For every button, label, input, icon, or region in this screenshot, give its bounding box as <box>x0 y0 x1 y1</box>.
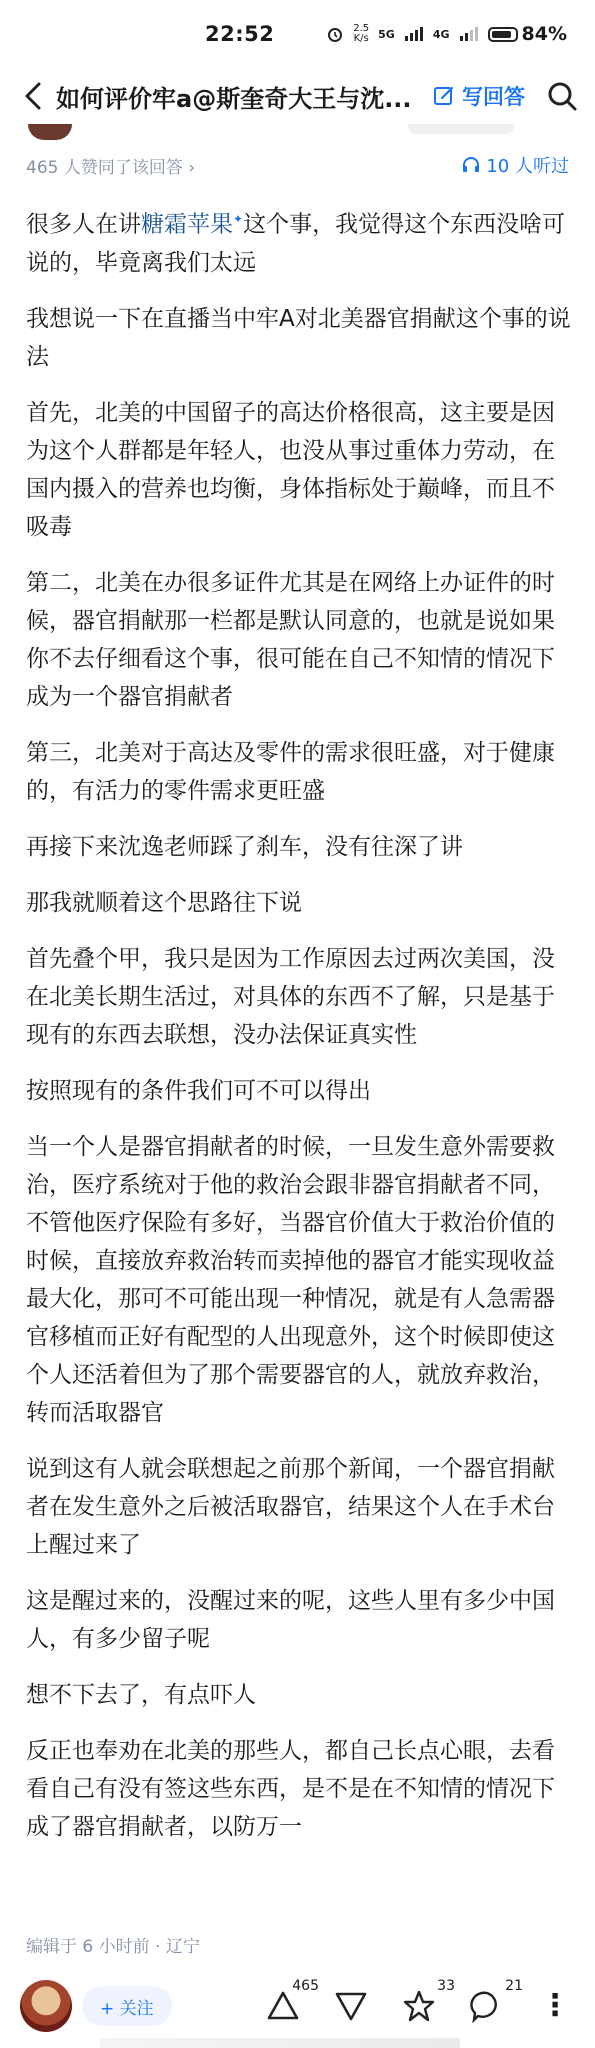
paragraph-1: 很多人在讲糖霜苹果✦这个事，我觉得这个东西没啥可说的，毕竟离我们太远 <box>26 211 566 276</box>
paragraph: 这是醒过来的，没醒过来的呢，这些人里有多少中国人，有多少留子呢 <box>26 1587 555 1652</box>
listen-button[interactable] <box>462 152 569 178</box>
comment-count: 21 <box>505 1978 523 1994</box>
follow-button[interactable]: + 关注 <box>82 1986 172 2026</box>
paragraph: 想不下去了，有点吓人 <box>26 1681 256 1708</box>
status-bar <box>0 0 595 68</box>
paragraph: 再接下来沈逸老师踩了刹车，没有往深了讲 <box>26 833 463 860</box>
question-title[interactable]: 如何评价牢a@斯奎奇大王与沈... <box>56 84 412 113</box>
upvote-count: 465 <box>292 1978 319 1994</box>
paragraph: 按照现有的条件我们可不可以得出 <box>26 1077 371 1104</box>
upvote-button[interactable] <box>263 1978 319 2026</box>
paragraph: 我想说一下在直播当中牢A对北美器官捐献这个事的说法 <box>26 305 571 370</box>
headphones-icon <box>462 156 480 174</box>
listeners-count: 10 人听过 <box>486 156 569 177</box>
signal-5g: 5G <box>378 27 395 41</box>
paragraph: 第二，北美在办很多证件尤其是在网络上办证件的时候，器官捐献那一栏都是默认同意的，也就是说如果你不去仔细看这个事，很可能在自己不知情的情况下成为一个器官捐献者 <box>26 569 555 710</box>
next-content-peek <box>100 2038 460 2048</box>
paragraph: 第三，北美对于高达及零件的需求很旺盛，对于健康的，有活力的零件需求更旺盛 <box>26 739 555 804</box>
paragraph: 当一个人是器官捐献者的时候，一旦发生意外需要救治，医疗系统对于他的救治会跟非器官捐献者不同，不管他医疗保险有多好，当器官价值大于救治价值的时候，直接放弃救治转而卖掉他的器官才能实现收益最大化，那可不可能出现一种情况，就是有人急需器官移植而正好有配型的人出现意外，这个时候即使这个人还活着但为了那个需要器官的人，就放弃救治，转而活取器官 <box>26 1133 555 1426</box>
signal-4g: 4G <box>432 27 450 41</box>
write-answer-button[interactable] <box>432 81 525 111</box>
favorite-button[interactable] <box>399 1978 455 2026</box>
status-icons <box>326 23 567 45</box>
nav-bar <box>0 68 595 124</box>
signal-icon <box>404 26 424 42</box>
paragraph: 首先，北美的中国留子的高达价格很高，这主要是因为这个人群都是年轻人，也没从事过重体力劳动，在国内摄入的营养也均衡，身体指标处于巅峰，而且不吸毒 <box>26 399 555 540</box>
signal-icon-2 <box>459 26 479 42</box>
star-icon <box>402 1989 436 2023</box>
battery: 84% <box>488 23 567 45</box>
battery-icon <box>488 27 518 42</box>
author-avatar[interactable] <box>20 1980 72 2032</box>
comment-button[interactable] <box>467 1978 523 2026</box>
bottom-action-bar <box>0 1964 595 2048</box>
downvote-icon <box>334 1989 368 2023</box>
edit-icon <box>432 84 456 108</box>
write-answer-label: 写回答 <box>462 85 525 109</box>
back-arrow-icon[interactable] <box>18 76 48 116</box>
paragraph: 首先叠个甲，我只是因为工作原因去过两次美国，没在北美长期生活过，对具体的东西不了解，只是基于现有的东西去联想，没办法保证真实性 <box>26 945 555 1048</box>
alarm-icon <box>326 25 344 43</box>
action-buttons <box>263 1978 575 2026</box>
more-options-icon[interactable]: ⋮ <box>540 1988 570 2023</box>
paragraph: 那我就顺着这个思路往下说 <box>26 889 302 916</box>
answer-meta <box>26 152 569 178</box>
status-time: 22:52 <box>205 22 275 46</box>
upvote-icon <box>266 1989 300 2023</box>
chip-partial <box>408 124 514 134</box>
topic-link[interactable]: 糖霜苹果 <box>141 211 233 238</box>
search-icon[interactable] <box>545 79 579 113</box>
upvote-summary[interactable]: 465 人赞同了该回答 › <box>26 157 196 178</box>
paragraph: 说到这有人就会联想起之前那个新闻，一个器官捐献者在发生意外之后被活取器官，结果这个人在手术台上醒过来了 <box>26 1455 555 1558</box>
comment-icon <box>470 1989 504 2023</box>
sparkle-icon: ✦ <box>233 212 244 226</box>
paragraph: 反正也奉劝在北美的那些人，都自己长点心眼，去看看自己有没有签这些东西，是不是在不知情的情况下成了器官捐献者，以防万一 <box>26 1737 555 1840</box>
network-speed: 2.5 K/s <box>353 23 370 44</box>
downvote-button[interactable] <box>331 1986 371 2026</box>
answer-content <box>26 200 574 1864</box>
avatar-partial <box>28 124 72 140</box>
edited-timestamp: 编辑于 6 小时前 · 辽宁 <box>26 1937 200 1957</box>
favorite-count: 33 <box>437 1978 455 1994</box>
